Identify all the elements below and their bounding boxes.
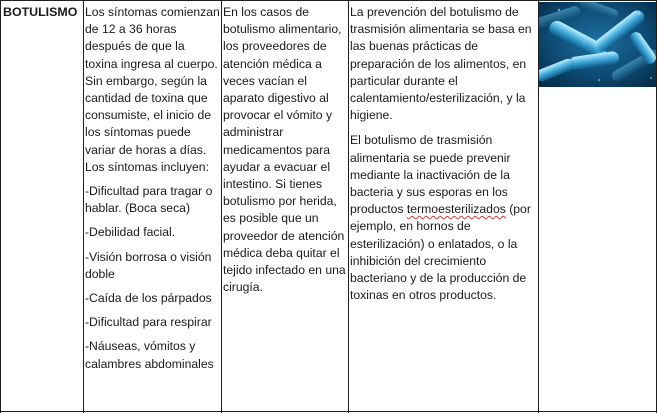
symptom-item: -Dificultad para respirar (85, 315, 212, 330)
symptom-item: -Visión borrosa o visión doble (85, 249, 212, 281)
grid-line (538, 0, 539, 413)
prevention-cell (349, 0, 538, 412)
prevention-text-before: El botulismo de trasmisión alimentaria se puede prevenir mediante la inactivación de la bacteria y sus esporas en los productos (350, 133, 511, 217)
grid-line (221, 0, 222, 413)
prevention-paragraph-2 (350, 132, 537, 304)
treatment-text: En los casos de botulismo alimentario, los proveedores de atención médica a veces vacían el aparato digestivo al provocar el vómito y administrar medicamentos para ayudar a evacuar el intestino. Si tienes botulismo por herida, es posible que un proveedor de atención médica deba quitar el tejido infectado en una cirugía. (223, 5, 346, 295)
spellcheck-flagged-word[interactable]: termoesterilizados (406, 202, 506, 217)
title-cell (1, 0, 83, 412)
table-title: BOTULISMO (3, 5, 78, 19)
bacteria-image[interactable] (539, 2, 657, 87)
symptom-item: -Náuseas, vómitos y calambres abdominales (85, 339, 214, 371)
symptom-item: -Dificultad para tragar o hablar. (Boca seca) (85, 184, 213, 216)
bacteria-illustration (539, 2, 657, 87)
symptoms-intro: Los síntomas comienzan de 12 a 36 horas después de que la toxina ingresa al cuerpo. Sin embargo, según la cantidad de toxina que consumiste, el inicio de los síntomas puede variar de horas a días. Los síntomas incluyen: (85, 5, 220, 174)
grid-line (83, 0, 84, 413)
prevention-text-after: (por ejemplo, en hornos de esterilización) o enlatados, o la inhibición del crecimiento bacteriano y de la producción de toxinas en otros productos. (350, 202, 531, 303)
symptom-item: -Debilidad facial. (85, 225, 176, 240)
symptoms-cell (84, 0, 221, 412)
grid-line (0, 0, 1, 413)
treatment-cell (222, 0, 348, 412)
grid-line (348, 0, 349, 413)
prevention-paragraph-1: La prevención del botulismo de trasmisión alimentaria se basa en las buenas prácticas de preparación de los alimentos, en particular durante el calentamiento/esterilización, y la higiene. (350, 5, 532, 123)
symptom-item: -Caída de los párpados (85, 291, 212, 306)
